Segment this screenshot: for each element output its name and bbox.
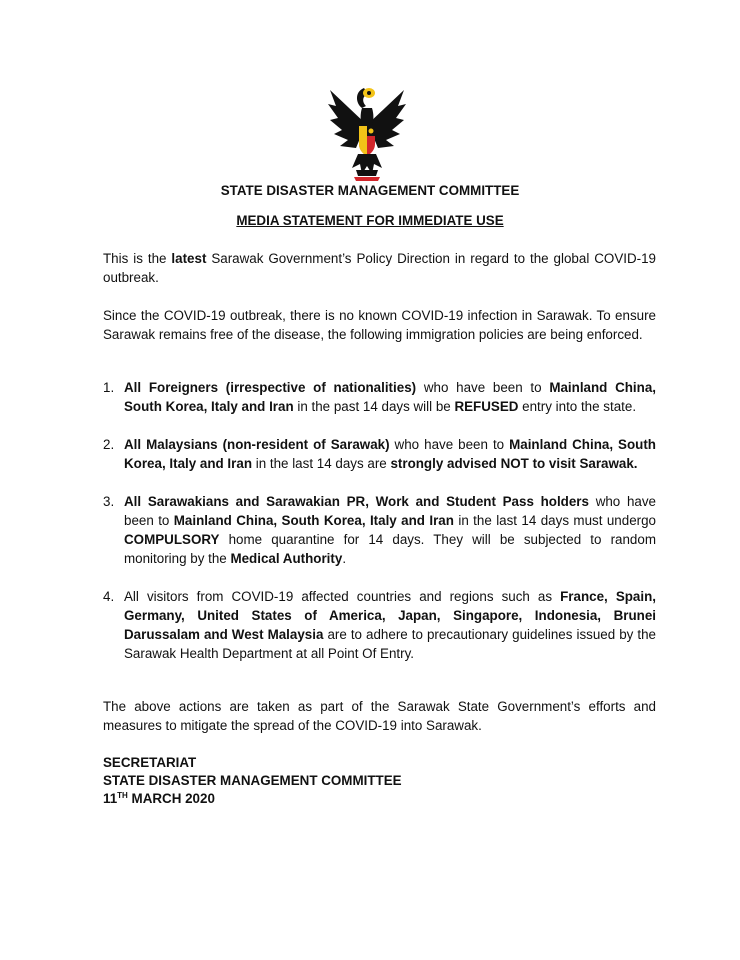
- policy-text: in the last 14 days must undergo: [453, 513, 656, 528]
- policy-text: home quarantine for 14 days. They will be subjected to random monitoring by the: [124, 532, 656, 566]
- policy-item: [103, 378, 656, 416]
- policy-text: who have been to: [124, 494, 657, 528]
- policy-item-number: 2.: [103, 437, 115, 452]
- policy-text: .: [342, 551, 347, 566]
- intro-text-c: Sarawak Government’s Policy Direction in regard to the global COVID-19 outbreak.: [103, 251, 656, 285]
- policy-text: entry into the state.: [518, 399, 637, 414]
- policy-text-bold: Mainland China, South Korea, Italy and Iran: [124, 437, 656, 471]
- policy-text-bold: All Sarawakians and Sarawakian PR, Work and Student Pass holders: [124, 494, 589, 509]
- policy-text-bold: COMPULSORY: [124, 532, 220, 547]
- policy-text-bold: REFUSED: [454, 399, 519, 414]
- date-rest: MARCH 2020: [127, 791, 215, 806]
- policy-text: All visitors from COVID-19 affected countries and regions such as: [124, 589, 561, 604]
- policy-text: in the last 14 days are: [252, 456, 391, 471]
- context-paragraph: Since the COVID-19 outbreak, there is no known COVID-19 infection in Sarawak. To ensure Sarawak remains free of the disease, the following immigration policies are being enforced.: [103, 308, 656, 342]
- policy-text-bold: Mainland China, South Korea, Italy and Iran: [173, 513, 454, 528]
- policy-item: [103, 435, 656, 473]
- closing-paragraph: The above actions are taken as part of the Sarawak State Government’s efforts and measures to mitigate the spread of the COVID-19 into Sarawak.: [103, 699, 656, 733]
- policy-text-bold: All Malaysians (non-resident of Sarawak): [124, 437, 390, 452]
- intro-text-bold: latest: [171, 251, 207, 266]
- statement-subtitle: MEDIA STATEMENT FOR IMMEDIATE USE: [236, 213, 504, 228]
- signature-committee: STATE DISASTER MANAGEMENT COMMITTEE: [103, 773, 402, 788]
- policy-item-number: 1.: [103, 380, 115, 395]
- sarawak-coat-of-arms-icon: [326, 84, 408, 184]
- intro-paragraph: [103, 249, 656, 287]
- policy-text-bold: All Foreigners (irrespective of nationalities): [124, 380, 417, 395]
- policy-text-bold: Mainland China, South Korea, Italy and Iran: [124, 380, 656, 414]
- policy-item-number: 4.: [103, 589, 115, 604]
- policy-text: are to adhere to precautionary guidelines issued by the Sarawak Health Department at all Point Of Entry.: [124, 627, 656, 661]
- date-day: 11: [103, 791, 118, 806]
- date-suffix: TH: [117, 791, 128, 800]
- policy-text: who have been to: [389, 437, 510, 452]
- policy-text: in the past 14 days will be: [293, 399, 455, 414]
- policy-text-bold: strongly advised NOT to visit Sarawak.: [390, 456, 638, 471]
- policy-list: [103, 378, 656, 682]
- policy-text-bold: France, Spain, Germany, United States of America, Japan, Singapore, Indonesia, Brunei Darussalam and West Malaysia: [124, 589, 656, 642]
- signature-date: [103, 790, 402, 808]
- policy-text: who have been to: [416, 380, 550, 395]
- policy-text-bold: Medical Authority: [230, 551, 343, 566]
- policy-item-number: 3.: [103, 494, 115, 509]
- signature-block: [103, 754, 402, 808]
- policy-item: [103, 492, 656, 568]
- committee-title: STATE DISASTER MANAGEMENT COMMITTEE: [220, 183, 520, 198]
- intro-text-a: This is the: [103, 251, 172, 266]
- policy-item: [103, 587, 656, 663]
- signature-secretariat: SECRETARIAT: [103, 755, 197, 770]
